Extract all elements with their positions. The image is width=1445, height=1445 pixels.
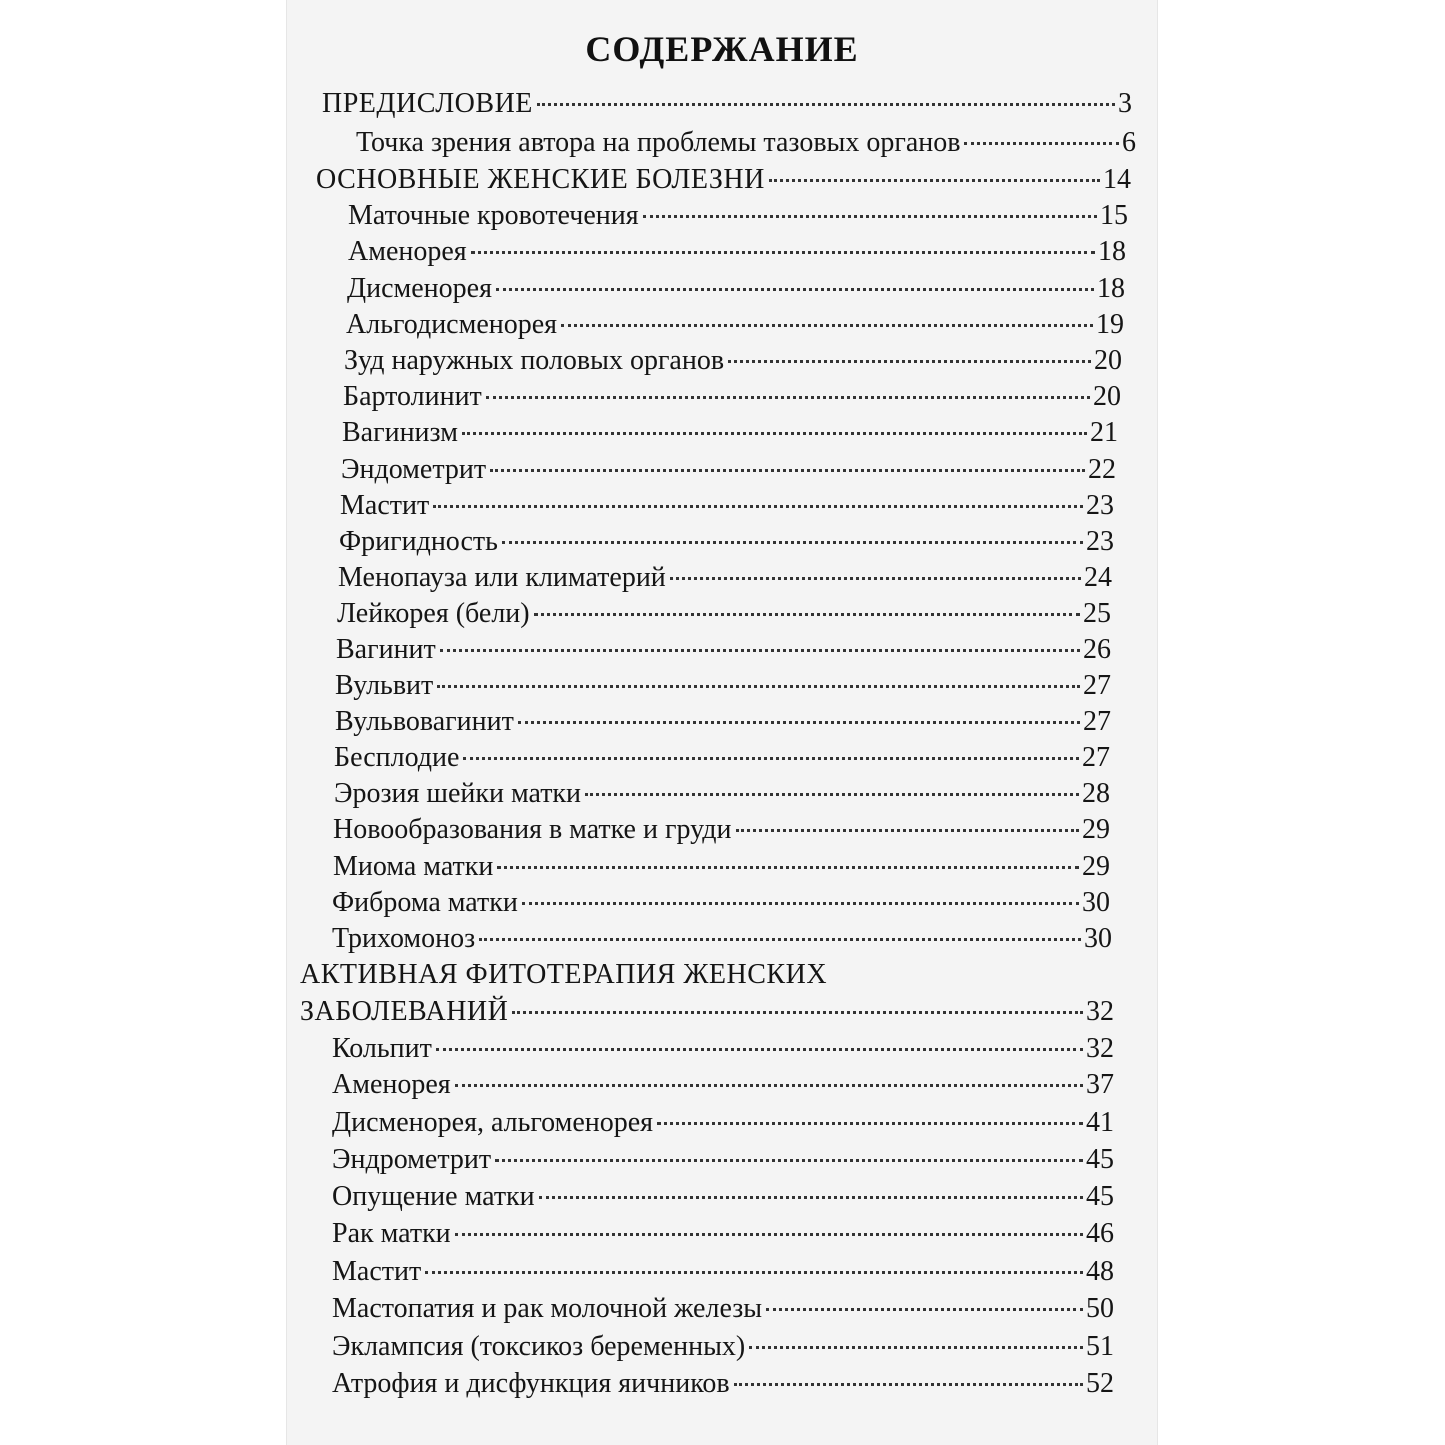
dot-leader [437,685,1080,688]
toc-entry-label: Менопауза или климатерий [338,562,666,593]
toc-entry-label: Эрозия шейки матки [334,778,582,809]
toc-entry-label: Дисменорея, альгоменорея [332,1107,654,1138]
toc-entry-page: 27 [1082,742,1110,773]
toc-entry-page: 48 [1086,1256,1114,1287]
toc-entry-page: 27 [1083,670,1111,701]
toc-entry-label: Бесплодие [334,742,460,773]
toc-entry [332,1069,1114,1105]
toc-entry-label: Аменорея [348,236,467,267]
toc-entry [334,742,1110,778]
toc-entry-label: Вагинит [336,634,436,665]
toc-entry-page: 52 [1086,1368,1114,1399]
section-heading: АКТИВНАЯ ФИТОТЕРАПИЯ ЖЕНСКИХ [300,959,828,990]
toc-entry-page: 6 [1122,127,1136,158]
book-page [286,0,1158,1445]
dot-leader [522,902,1079,905]
toc-entry-label: Эндрометрит [332,1144,492,1175]
toc-entry-label: Вагинизм [342,417,458,448]
dot-leader [670,577,1081,580]
toc-entry [340,490,1114,526]
dot-leader [462,432,1087,435]
toc-entry-page: 22 [1088,454,1116,485]
toc-entry-page: 37 [1086,1069,1114,1100]
toc-entry-label: Атрофия и дисфункция яичников [332,1368,730,1399]
toc-entry [322,88,1132,124]
dot-leader [512,1011,1083,1014]
toc-entry-page: 30 [1082,887,1110,918]
toc-entry [338,562,1112,598]
dot-leader [502,541,1083,544]
toc-entry-label: Эндометрит [341,454,487,485]
toc-entry [356,127,1136,163]
toc-entry-page: 32 [1086,1033,1114,1064]
page-title: СОДЕРЖАНИЕ [585,29,859,69]
toc-entry [333,814,1110,850]
toc-entry-page: 30 [1084,923,1112,954]
toc-entry-label: Эклампсия (токсикоз беременных) [332,1331,746,1362]
toc-entry [300,996,1114,1032]
toc-entry [332,1331,1114,1367]
toc-entry [339,526,1114,562]
toc-entry [341,454,1116,490]
dot-leader [657,1122,1083,1125]
toc-entry-label: Опущение матки [332,1181,535,1212]
toc-entry-label: Фригидность [339,526,498,557]
dot-leader [736,829,1079,832]
toc-entry [335,670,1111,706]
toc-entry [348,236,1126,272]
toc-entry-label: Рак матки [332,1218,451,1249]
toc-entry-page: 26 [1083,634,1111,665]
toc-entry-page: 14 [1103,164,1131,195]
toc-entry-label: Зуд наружных половых органов [344,345,725,376]
toc-entry-label: Вульвит [335,670,434,701]
dot-leader [440,649,1080,652]
toc-entry-label: ЗАБОЛЕВАНИЙ [300,996,509,1027]
toc-entry-label: Фиброма матки [332,887,518,918]
toc-entry [335,706,1111,742]
toc-entry-label: Аменорея [332,1069,451,1100]
toc-entry [343,381,1121,417]
dot-leader [433,505,1083,508]
dot-leader [436,1048,1083,1051]
toc-entry [337,598,1111,634]
toc-entry-page: 45 [1086,1144,1114,1175]
dot-leader [585,793,1079,796]
dot-leader [749,1346,1083,1349]
toc-entry-page: 41 [1086,1107,1114,1138]
toc-entry [316,164,1131,200]
dot-leader [518,721,1080,724]
toc-entry [346,309,1124,345]
toc-entry-page: 19 [1096,309,1124,340]
toc-entry [332,1293,1114,1329]
toc-entry-label: Бартолинит [343,381,482,412]
toc-entry-label: Мастит [332,1256,422,1287]
dot-leader [495,1159,1083,1162]
dot-leader [643,215,1097,218]
toc-entry [332,1033,1114,1069]
dot-leader [561,324,1093,327]
dot-leader [486,396,1090,399]
toc-entry [332,1256,1114,1292]
toc-entry-label: Трихомоноз [332,923,476,954]
toc-entry [344,345,1122,381]
toc-entry-page: 24 [1084,562,1112,593]
toc-entry-page: 50 [1086,1293,1114,1324]
toc-entry-label: Альгодисменорея [346,309,558,340]
toc-entry-label: ОСНОВНЫЕ ЖЕНСКИЕ БОЛЕЗНИ [316,164,765,195]
toc-entry-page: 20 [1094,345,1122,376]
toc-entry-page: 28 [1082,778,1110,809]
toc-entry-label: ПРЕДИСЛОВИЕ [322,88,533,119]
toc-entry [332,1181,1114,1217]
toc-entry [348,200,1128,236]
toc-entry-page: 29 [1082,851,1110,882]
dot-leader [455,1084,1083,1087]
toc-entry-page: 21 [1090,417,1118,448]
toc-entry-page: 23 [1086,490,1114,521]
dot-leader [964,142,1119,145]
toc-entry [332,1218,1114,1254]
toc-entry [332,887,1110,923]
toc-entry [342,417,1118,453]
dot-leader [534,613,1080,616]
dot-leader [463,757,1079,760]
toc-entry [332,1107,1114,1143]
toc-entry-label: Кольпит [332,1033,432,1064]
toc-entry-page: 20 [1093,381,1121,412]
toc-entry [336,634,1111,670]
dot-leader [496,288,1094,291]
dot-leader [479,938,1081,941]
toc-entry [334,778,1110,814]
toc-entry-label: Лейкорея (бели) [337,598,530,629]
dot-leader [490,469,1085,472]
toc-entry [332,1144,1114,1180]
toc-entry-page: 27 [1083,706,1111,737]
dot-leader [728,360,1091,363]
toc-entry-page: 46 [1086,1218,1114,1249]
toc-entry-label: Мастопатия и рак молочной железы [332,1293,763,1324]
toc-entry-label: Точка зрения автора на проблемы тазовых органов [356,127,961,158]
dot-leader [497,866,1079,869]
dot-leader [537,103,1115,106]
toc-entry [333,851,1110,887]
dot-leader [425,1271,1083,1274]
toc-entry-page: 32 [1086,996,1114,1027]
toc-entry-page: 3 [1118,88,1132,119]
toc-entry-page: 18 [1097,273,1125,304]
toc-entry-label: Миома матки [333,851,494,882]
toc-entry-page: 23 [1086,526,1114,557]
toc-entry-label: Дисменорея [347,273,492,304]
toc-entry-page: 25 [1083,598,1111,629]
toc-entry-page: 29 [1082,814,1110,845]
toc-entry-label: Маточные кровотечения [348,200,639,231]
toc-entry [332,1368,1114,1404]
dot-leader [455,1233,1083,1236]
dot-leader [539,1196,1083,1199]
toc-entry [347,273,1125,309]
toc-entry-label: Новообразования в матке и груди [333,814,732,845]
toc-entry-page: 45 [1086,1181,1114,1212]
toc-entry-page: 18 [1098,236,1126,267]
dot-leader [769,179,1100,182]
dot-leader [766,1308,1083,1311]
toc-entry-page: 15 [1100,200,1128,231]
toc-entry-page: 51 [1086,1331,1114,1362]
dot-leader [471,251,1095,254]
toc-entry-label: Мастит [340,490,430,521]
toc-entry [332,923,1112,959]
toc-entry-label: Вульвовагинит [335,706,514,737]
dot-leader [734,1383,1083,1386]
